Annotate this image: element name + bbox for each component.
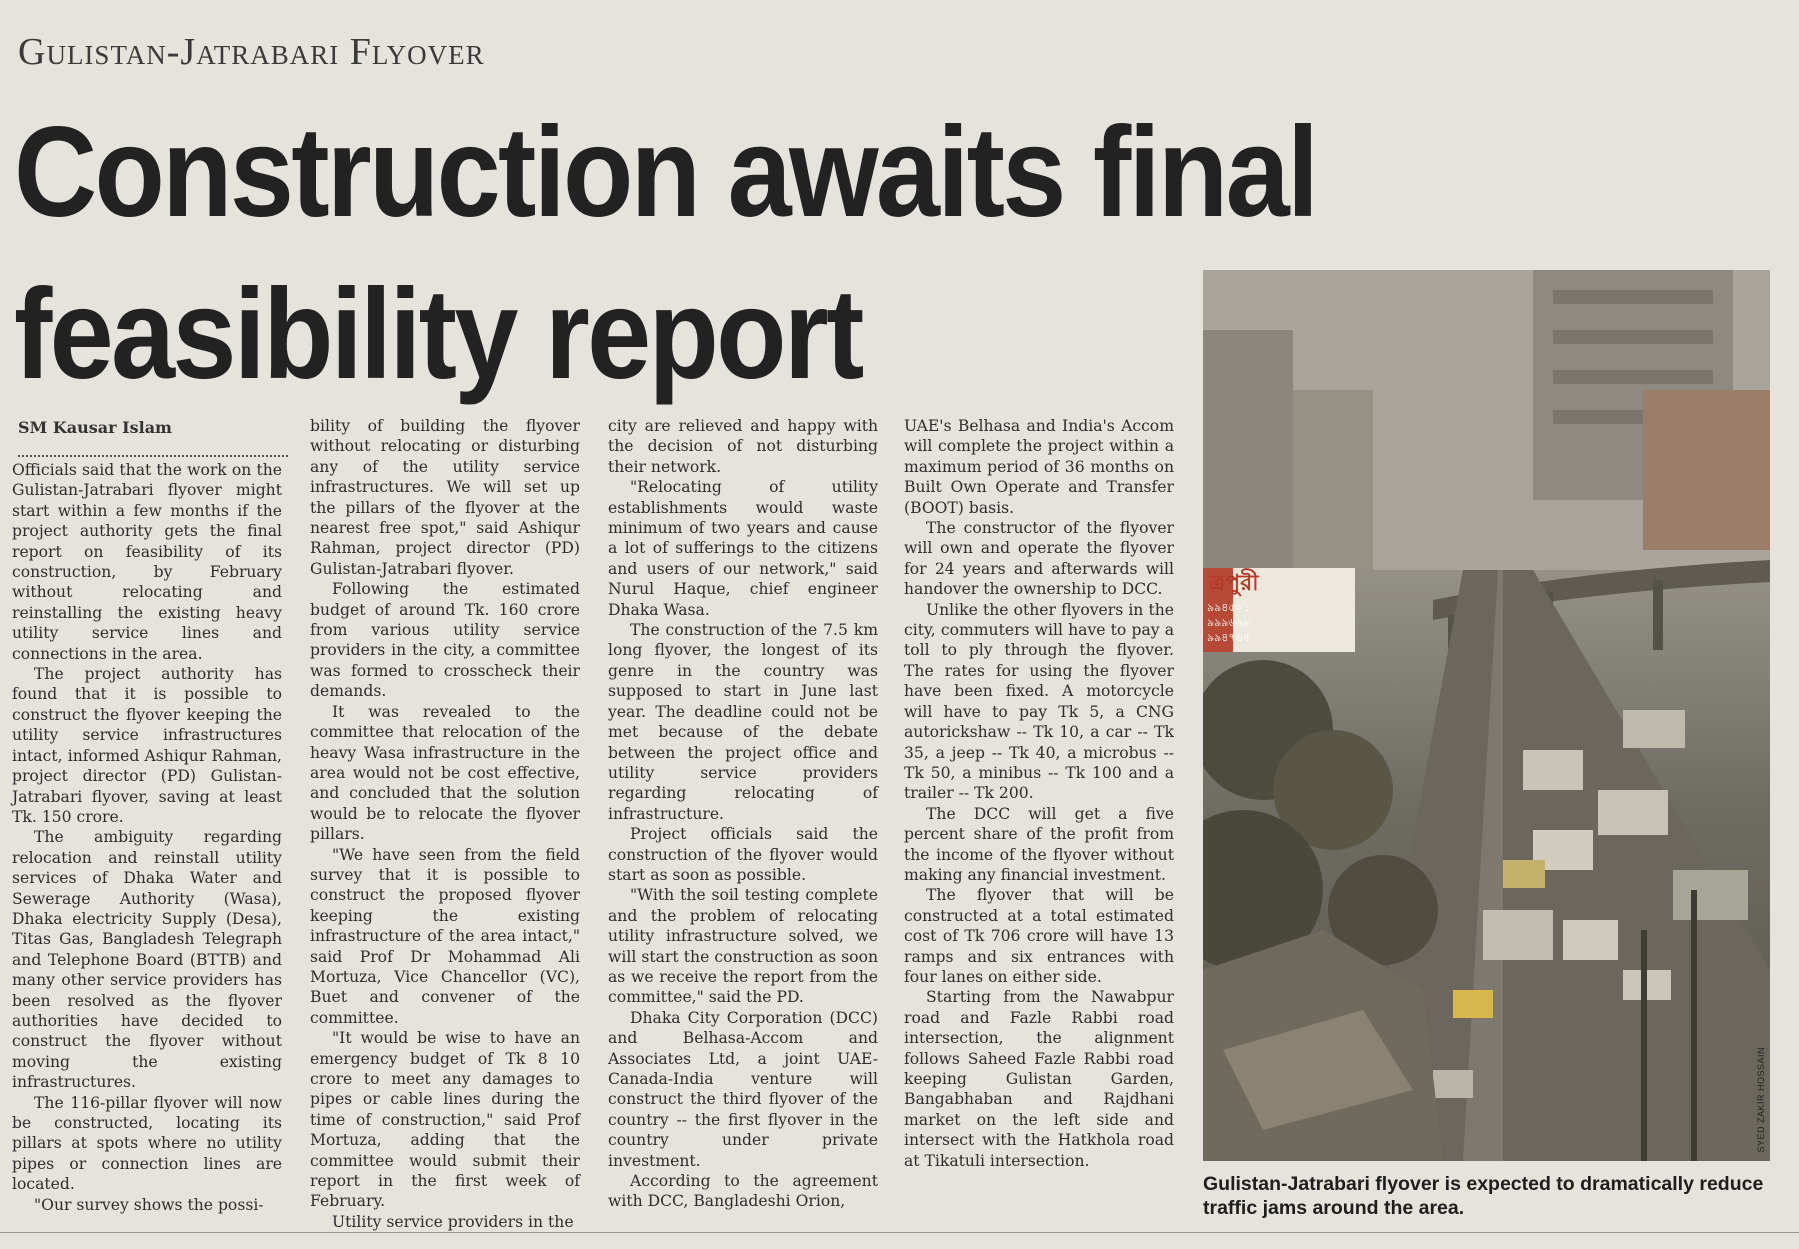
byline: SM Kausar Islam (18, 418, 288, 457)
paragraph: "With the soil testing complete and the problem of relocating utility infrastructure solved, we will start the construction as soon as we receive the report from the committee," said the PD. (608, 886, 878, 1007)
photo-caption: Gulistan-Jatrabari flyover is expected to dramatically reduce traffic jams around the area. (1203, 1173, 1764, 1219)
paragraph: Utility service providers in the (332, 1212, 574, 1231)
paragraph: UAE's Belhasa and India's Accom will complete the project within a maximum period of 36 months on Built Own Operate and Transfer (BOOT) basis. (904, 417, 1174, 517)
headline: Construction awaits final feasibility report (14, 101, 1317, 406)
paragraph: Project officials said the construction of the flyover would start as soon as possible. (608, 825, 878, 884)
paragraph: Dhaka City Corporation (DCC) and Belhasa-Accom and Associates Ltd, a joint UAE-Canada-India venture will construct the third flyover of the country -- the first flyover in the country under private investment. (608, 1008, 878, 1170)
paragraph: The flyover that will be constructed at a total estimated cost of Tk 706 crore will have 13 ramps and six entrances with four lanes on either side. (904, 886, 1174, 986)
paragraph: "It would be wise to have an emergency budget of Tk 8 10 crore to meet any damages to pipes or cable lines during the time of construction," said Prof Mortuza, adding that the committee would submit their report in the first week of February. (310, 1029, 580, 1211)
billboard-title: ত্রপুরী (1209, 571, 1259, 596)
paragraph: The 116-pillar flyover will now be constructed, locating its pillars at spots where no utility pipes or connection lines are located. (12, 1093, 282, 1194)
flyover-traffic-scene (1203, 270, 1770, 1161)
billboard-line: ৯৯৯৬৬৯ (1207, 616, 1250, 629)
article-column-3 (608, 416, 878, 1212)
paragraph: Following the estimated budget of around Tk. 160 crore from various utility service providers in the city, a committee was formed to crosscheck their demands. (310, 580, 580, 701)
paragraph: The construction of the 7.5 km long flyover, the longest of its genre in the country was supposed to start in June last year. The deadline could not be met because of the debate between the project office and utility service providers regarding relocating of infrastructure. (608, 621, 878, 823)
article-column-2 (310, 416, 580, 1232)
news-photo (1203, 270, 1770, 1161)
section-kicker: Gulistan-Jatrabari Flyover (18, 31, 485, 73)
paragraph: The project authority has found that it is possible to construct the flyover keeping the utility service infrastructures intact, informed Ashiqur Rahman, project director (PD) Gulistan-Jatrabari flyover, saving at least Tk. 150 crore. (12, 665, 282, 826)
photo-credit: SYED ZAKIR HOSSAIN (1756, 1047, 1766, 1153)
page-divider (0, 1232, 1799, 1233)
paragraph: bility of building the flyover without relocating or disturbing any of the utility service infrastructures. We will set up the pillars of the flyover at the nearest free spot," said Ashiqur Rahman, project director (PD) Gulistan-Jatrabari flyover. (310, 417, 580, 578)
paragraph: It was revealed to the committee that relocation of the heavy Wasa infrastructure in the area would not be cost effective, and concluded that the solution would be to relocate the flyover pillars. (310, 702, 580, 844)
article-column-1 (12, 460, 282, 1215)
paragraph: Unlike the other flyovers in the city, commuters will have to pay a toll to ply through the flyover. The rates for using the flyover have been fixed. A motorcycle will have to pay Tk 5, a CNG autorickshaw -- Tk 10, a car -- Tk 35, a jeep -- Tk 40, a microbus -- Tk 50, a minibus -- Tk 100 and a trailer -- Tk 200. (904, 600, 1174, 803)
paragraph: According to the agreement with DCC, Bangladeshi Orion, (608, 1172, 878, 1211)
paragraph: Officials said that the work on the Gulistan-Jatrabari flyover might start within a few months if the project authority gets the final report on feasibility of its construction, by February without relocating and reinstalling the existing heavy utility service lines and connections in the area. (12, 461, 282, 663)
billboard-line: ৯৯৪৫০১ (1207, 601, 1250, 614)
article-column-4 (904, 416, 1174, 1171)
paragraph: "Relocating of utility establishments would waste minimum of two years and cause a lot of sufferings to the citizens and users of our network," said Nurul Haque, chief engineer Dhaka Wasa. (608, 478, 878, 619)
billboard-line: ৯৯৪৭৬৪ (1207, 631, 1250, 644)
paragraph: "Our survey shows the possi- (34, 1195, 264, 1214)
paragraph: "We have seen from the field survey that it is possible to construct the proposed flyover keeping the existing infrastructure of the area intact," said Prof Dr Mohammad Ali Mortuza, Vice Chancellor (VC), Buet and convener of the committee. (310, 845, 580, 1027)
paragraph: city are relieved and happy with the decision of not disturbing their network. (608, 417, 878, 476)
paragraph: The DCC will get a five percent share of the profit from the income of the flyover without making any financial investment. (904, 804, 1174, 884)
paragraph: The constructor of the flyover will own and operate the flyover for 24 years and afterwards will handover the ownership to DCC. (904, 519, 1174, 599)
paragraph: The ambiguity regarding relocation and reinstall utility services of Dhaka Water and Sewerage Authority (Wasa), Dhaka electricity Supply (Desa), Titas Gas, Bangladesh Telegraph and Telephone Board (BTTB) and many other service providers has been resolved as the flyover authorities have decided to construct the flyover without moving the existing infrastructures. (12, 828, 282, 1092)
paragraph: Starting from the Nawabpur road and Fazle Rabbi road intersection, the alignment follows Saheed Fazle Rabbi road keeping Gulistan Garden, Bangabhaban and Rajdhani market on the left side and intersect with the Hatkhola road at Tikatuli intersection. (904, 988, 1174, 1170)
